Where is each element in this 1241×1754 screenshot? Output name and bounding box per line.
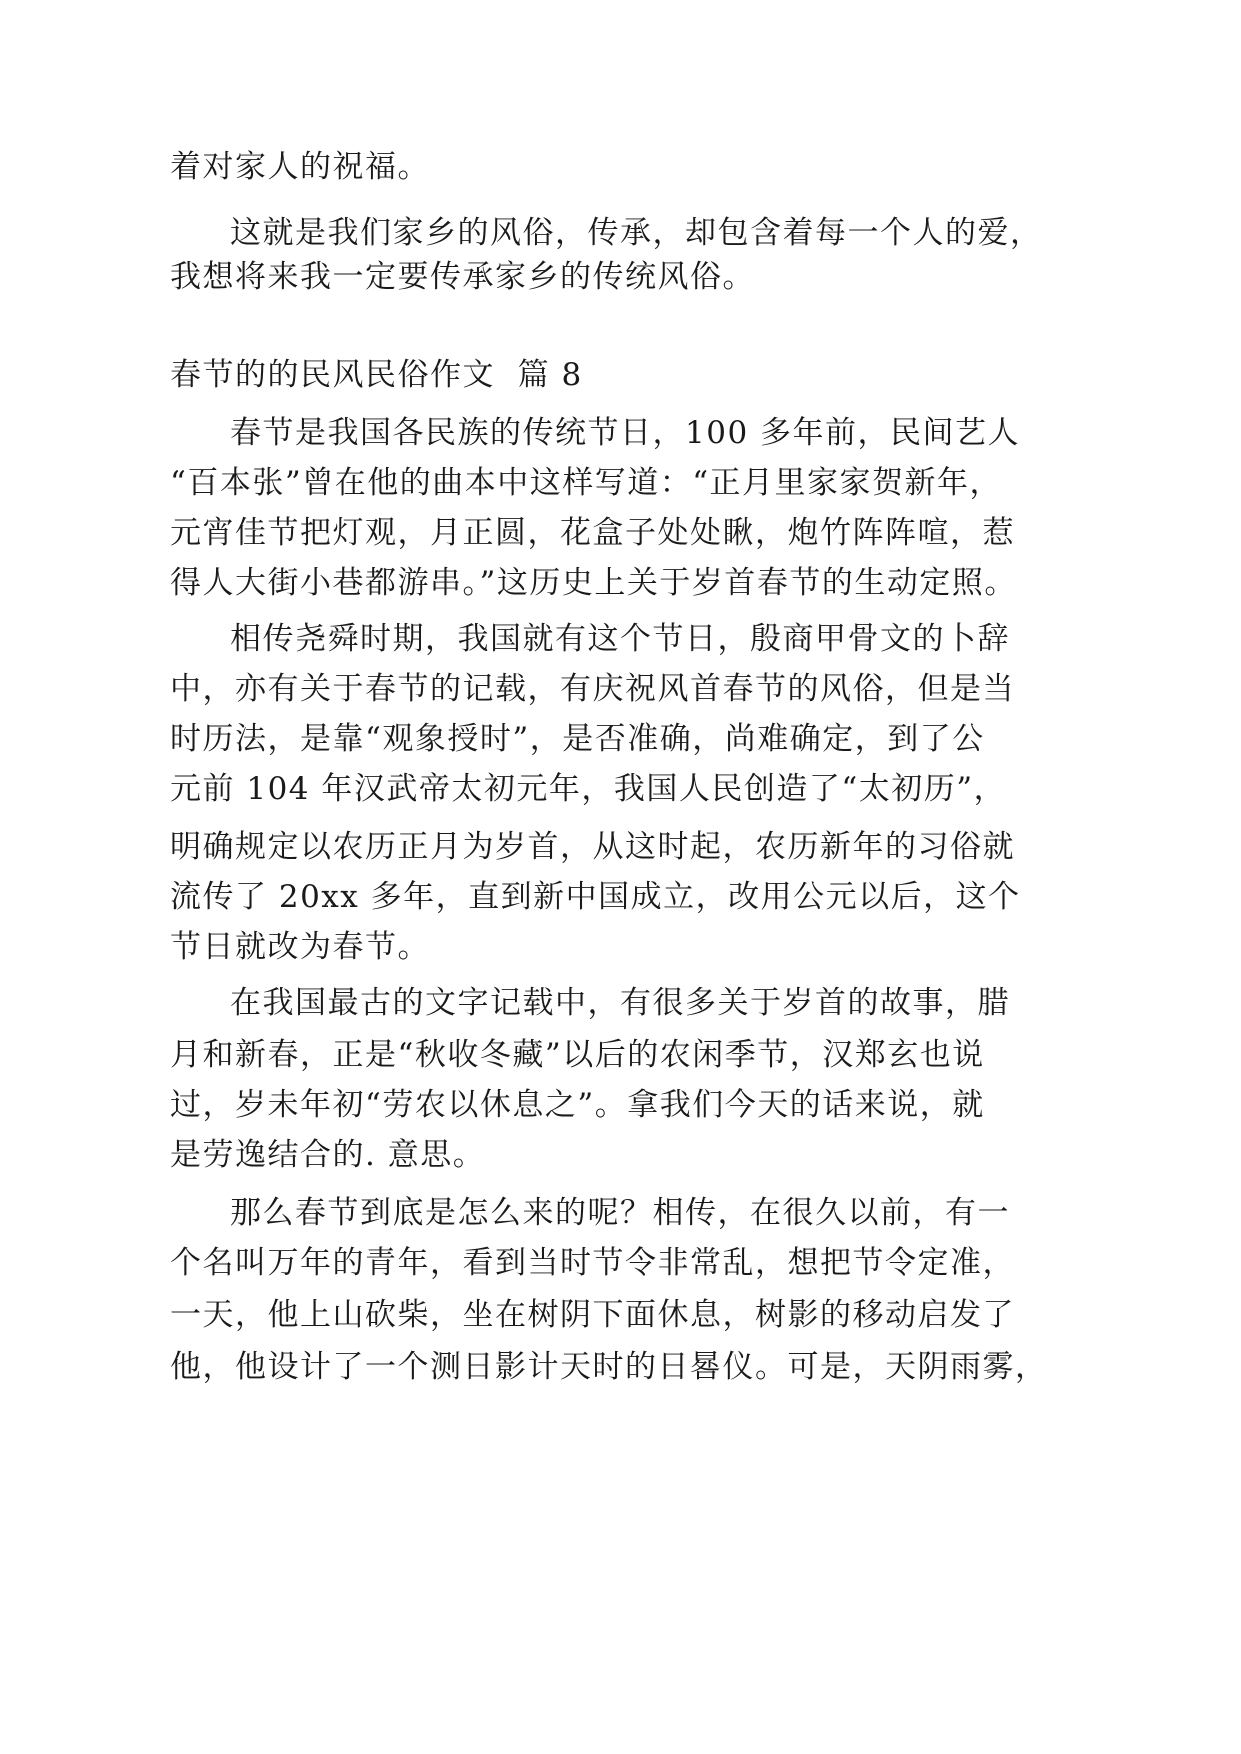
paragraph-first-line: 这就是我们家乡的风俗，传承，却包含着每一个人的爱， xyxy=(230,215,1043,251)
text-line: 过，岁未年初“劳农以休息之”。拿我们今天的话来说，就 xyxy=(170,1087,985,1123)
text-line: 我想将来我一定要传承家乡的传统风俗。 xyxy=(170,259,755,295)
text-line: “百本张”曾在他的曲本中这样写道：“正月里家家贺新年， xyxy=(170,465,1003,501)
text-line: 月和新春，正是“秋收冬藏”以后的农闲季节，汉郑玄也说 xyxy=(170,1037,985,1073)
text-line: 时历法，是靠“观象授时”，是否准确，尚难确定，到了公 xyxy=(170,721,985,757)
text-line: 节日就改为春节。 xyxy=(170,929,430,965)
text-line: 流传了 20xx 多年，直到新中国成立，改用公元以后，这个 xyxy=(170,879,1021,915)
section-heading: 春节的的民风民俗作文 篇 8 xyxy=(170,357,583,393)
text-line: 中，亦有关于春节的记载，有庆祝风首春节的风俗，但是当 xyxy=(170,671,1015,707)
paragraph-first-line: 那么春节到底是怎么来的呢？相传，在很久以前，有一 xyxy=(230,1195,1010,1231)
text-line: 得人大街小巷都游串。”这历史上关于岁首春节的生动定照。 xyxy=(170,565,1017,601)
paragraph-first-line: 相传尧舜时期，我国就有这个节日，殷商甲骨文的卜辞 xyxy=(230,621,1010,657)
text-line: 元宵佳节把灯观，月正圆，花盒子处处瞅，炮竹阵阵喧，惹 xyxy=(170,515,1015,551)
text-line: 是劳逸结合的. 意思。 xyxy=(170,1137,486,1173)
text-line: 着对家人的祝福。 xyxy=(170,149,430,185)
text-line: 个名叫万年的青年，看到当时节令非常乱，想把节令定准， xyxy=(170,1245,1015,1281)
text-line: 明确规定以农历正月为岁首，从这时起，农历新年的习俗就 xyxy=(170,829,1015,865)
paragraph-first-line: 在我国最古的文字记载中，有很多关于岁首的故事，腊 xyxy=(230,985,1010,1021)
text-line: 一天，他上山砍柴，坐在树阴下面休息，树影的移动启发了 xyxy=(170,1297,1015,1333)
paragraph-first-line: 春节是我国各民族的传统节日，100 多年前，民间艺人 xyxy=(230,415,1021,451)
text-line: 元前 104 年汉武帝太初元年，我国人民创造了“太初历”， xyxy=(170,771,1007,807)
text-line: 他，他设计了一个测日影计天时的日晷仪。可是，天阴雨雾， xyxy=(170,1349,1048,1385)
